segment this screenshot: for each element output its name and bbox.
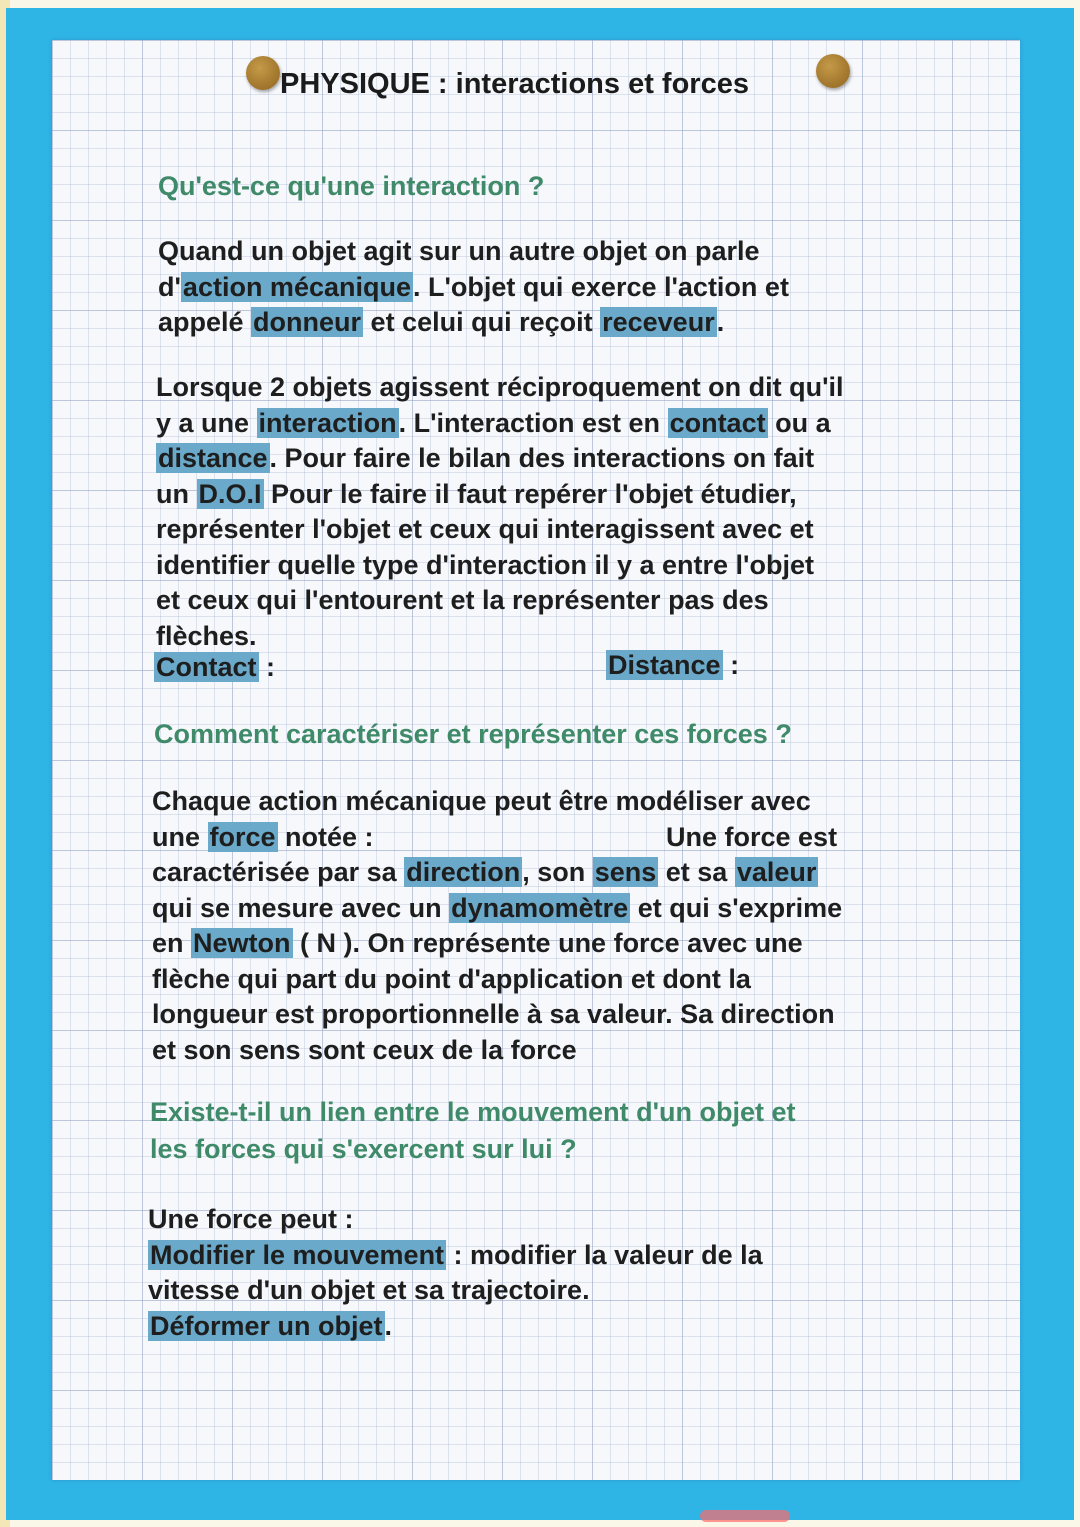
text: notée : <box>277 821 374 852</box>
text: flèche qui part du point d'application et dont la <box>152 963 751 994</box>
colon: : <box>266 652 276 682</box>
section3-heading <box>150 1094 796 1168</box>
text: flèches. <box>156 620 257 651</box>
highlight-term: donneur <box>253 307 362 337</box>
distance-row <box>606 648 739 684</box>
section1-paragraph2 <box>156 370 844 654</box>
highlight-term: direction <box>406 857 521 887</box>
text: représenter l'objet et ceux qui interagissent avec et <box>156 514 814 544</box>
highlight-term: Newton <box>193 928 291 958</box>
highlight-term: dynamomètre <box>451 892 629 923</box>
text: d' <box>158 271 181 302</box>
text: . <box>716 307 725 337</box>
text: et qui s'exprime <box>630 892 843 923</box>
text: : modifier la valeur de la <box>446 1239 763 1270</box>
section1-paragraph1 <box>158 234 789 341</box>
text-line <box>156 441 844 477</box>
text: caractérisée par sa <box>152 857 405 887</box>
text: et son sens sont ceux de la force <box>152 1034 577 1065</box>
text-line <box>156 512 844 548</box>
page-title: PHYSIQUE : interactions et forces <box>280 68 749 100</box>
highlight-term: distance <box>158 443 268 473</box>
text-line <box>152 784 842 820</box>
colon: : <box>730 650 740 680</box>
text: ou a <box>767 407 831 438</box>
text: Pour le faire il faut repérer l'objet étudier, <box>263 478 797 509</box>
highlight-term: action mécanique <box>182 271 411 302</box>
heading-line: Existe-t-il un lien entre le mouvement d'un objet et <box>150 1097 796 1127</box>
text-line <box>148 1309 763 1345</box>
text-line <box>152 997 842 1033</box>
contact-row <box>154 650 275 686</box>
text-line <box>152 891 842 927</box>
highlight-term: valeur <box>736 857 817 887</box>
section2-heading: Comment caractériser et représenter ces forces ? <box>154 719 792 749</box>
text-line <box>148 1273 763 1309</box>
highlight-term: Modifier le mouvement <box>150 1239 445 1270</box>
section2-paragraph <box>152 784 842 1068</box>
text: . L'interaction est en <box>398 407 668 438</box>
text: , son <box>522 857 593 887</box>
heading-line: les forces qui s'exercent sur lui ? <box>150 1134 577 1164</box>
text: . Pour faire le bilan des interactions on fait <box>269 443 815 473</box>
text: identifier quelle type d'interaction il y a entre l'objet <box>156 549 814 580</box>
highlight-term: D.O.I <box>198 478 262 509</box>
text-line <box>156 370 844 406</box>
text-line <box>156 583 844 619</box>
text-line <box>152 1033 842 1069</box>
text: et ceux qui l'entourent et la représenter pas des <box>156 585 769 615</box>
text: un <box>156 478 197 509</box>
text: longueur est proportionnelle à sa valeur. Sa direction <box>152 999 835 1029</box>
text-line <box>156 477 844 513</box>
highlight-term: Déformer un objet <box>150 1310 383 1341</box>
text-line <box>148 1238 763 1274</box>
text: Lorsque 2 objets agissent réciproquement on dit qu'il <box>156 372 844 402</box>
highlight-term: force <box>209 821 276 852</box>
contact-label: Contact <box>156 652 257 682</box>
text: Une force peut : <box>148 1204 354 1234</box>
text-line <box>158 305 789 341</box>
section1-heading: Qu'est-ce qu'une interaction ? <box>158 171 545 201</box>
text: vitesse d'un objet et sa trajectoire. <box>148 1275 590 1305</box>
text: une <box>152 821 208 852</box>
text: appelé <box>158 307 252 337</box>
text-line <box>152 962 842 998</box>
text: . <box>384 1310 393 1341</box>
text: Quand un objet agit sur un autre objet on parle <box>158 236 760 266</box>
text-line <box>158 234 789 270</box>
highlight-term: sens <box>594 857 657 887</box>
text-line <box>156 406 844 442</box>
text-line <box>152 926 842 962</box>
text-line <box>156 619 844 655</box>
text-line <box>158 270 789 306</box>
text: ( N ). On représente une force avec une <box>292 928 803 958</box>
text: Chaque action mécanique peut être modéliser avec <box>152 786 811 816</box>
section3-paragraph <box>148 1202 763 1344</box>
text-line <box>152 855 842 891</box>
text-line <box>148 1202 763 1238</box>
highlight-term: interaction <box>258 407 397 438</box>
text-line <box>152 820 842 856</box>
distance-label: Distance <box>608 650 721 680</box>
text-line <box>156 548 844 584</box>
text: qui se mesure avec un <box>152 892 450 923</box>
highlight-term: contact <box>669 407 766 438</box>
text: et sa <box>658 857 735 887</box>
text: en <box>152 928 192 958</box>
text: . L'objet qui exerce l'action et <box>413 271 789 302</box>
text: et celui qui reçoit <box>363 307 601 337</box>
text: Une force est <box>666 821 838 852</box>
highlight-term: receveur <box>602 307 715 337</box>
text: y a une <box>156 407 257 438</box>
